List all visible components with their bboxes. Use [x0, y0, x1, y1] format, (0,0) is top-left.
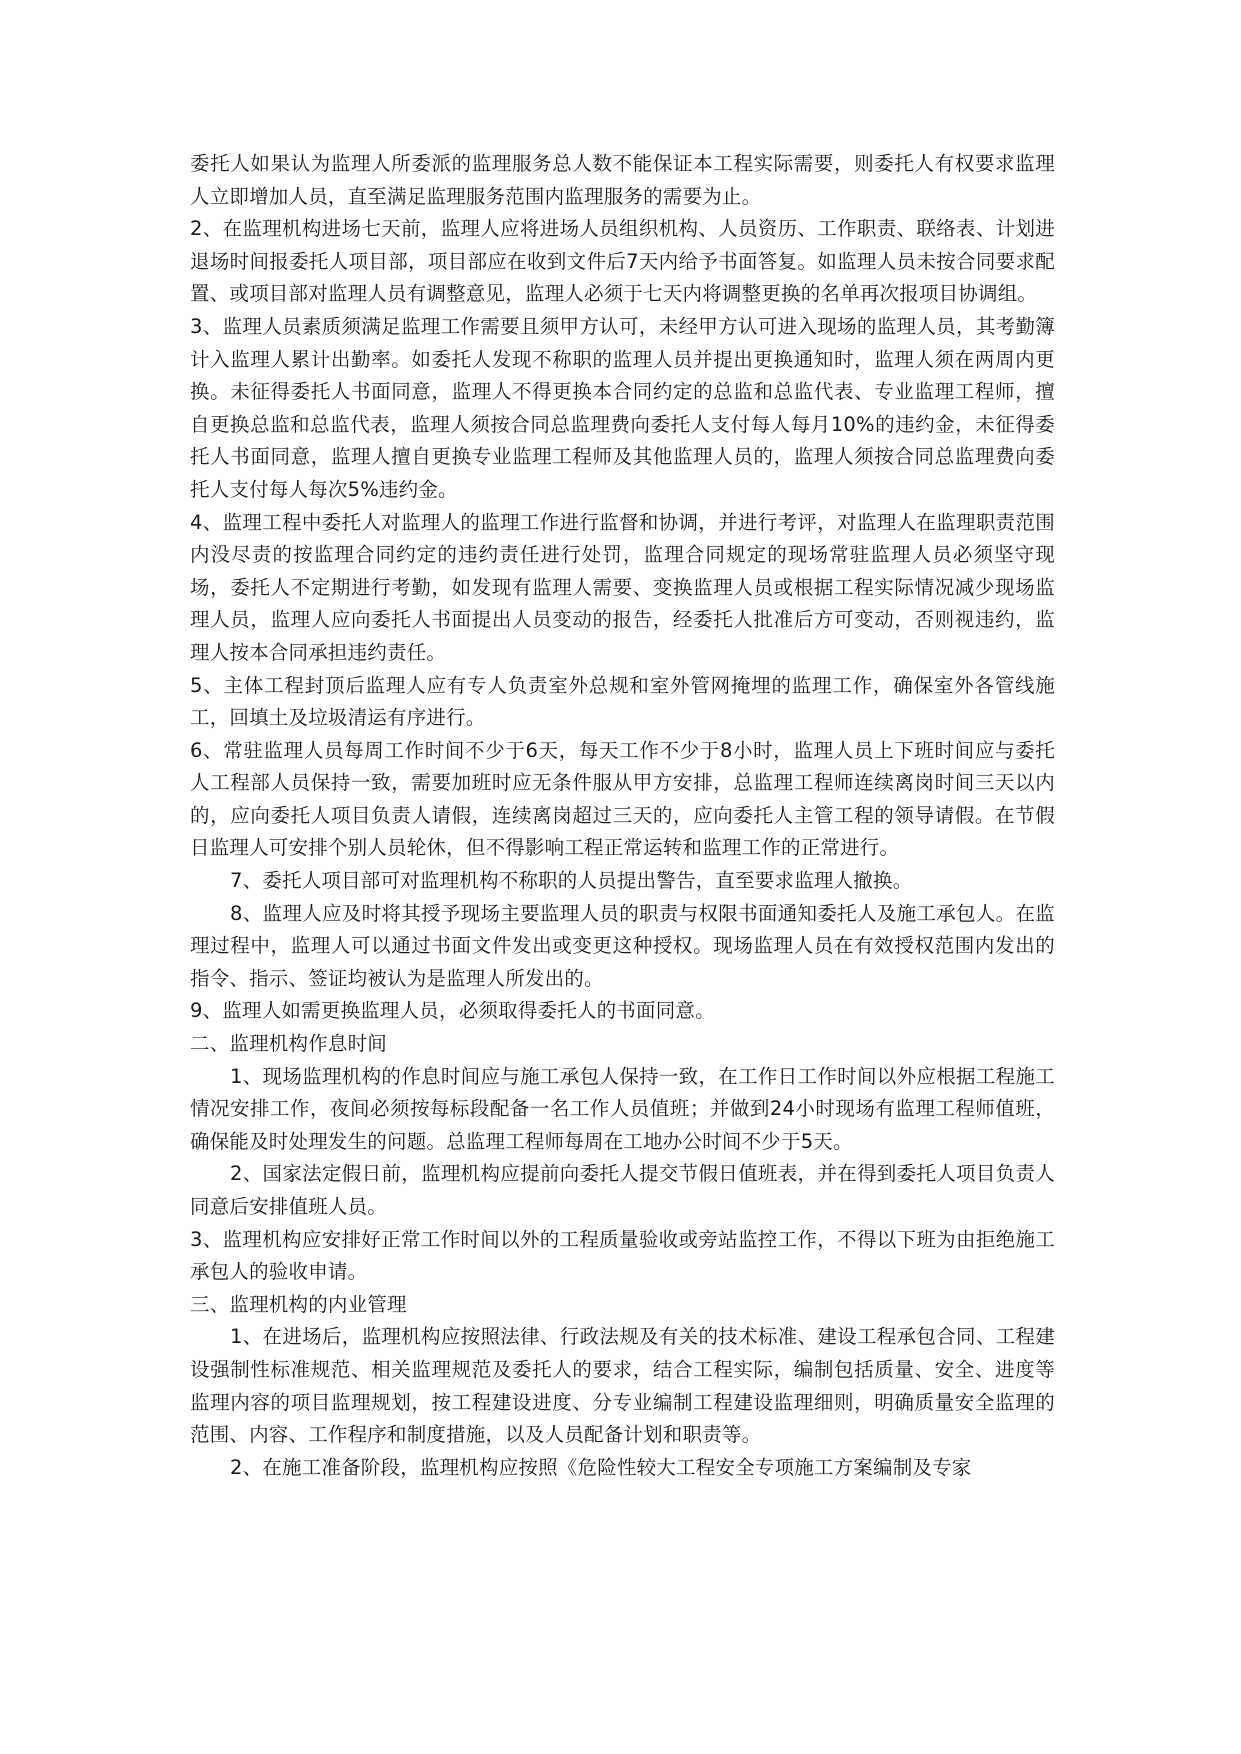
paragraph-9: 9、监理人如需更换监理人员，必须取得委托人的书面同意。 — [190, 999, 715, 1023]
paragraph-13: 1、在进场后，监理机构应按照法律、行政法规及有关的技术标准、建设工程承包合同、工程建设强制性标准规范、相关监理规范及委托人的要求，结合工程实际，编制包括质量、安全、进度等监理内容的项目监理规划，按工程建设进度、分专业编制工程建设监理细则，明确质量安全监理的范围、内容、工作程序和制度措施，以及人员配备计划和职责等。 — [190, 1325, 1055, 1447]
section-heading-2: 二、监理机构作息时间 — [190, 1032, 388, 1056]
paragraph-6: 6、常驻监理人员每周工作时间不少于6天，每天工作不少于8小时，监理人员上下班时间应与委托人工程部人员保持一致，需要加班时应无条件服从甲方安排，总监理工程师连续离岗时间三天以内的，应向委托人项目负责人请假，连续离岗超过三天的，应向委托人主管工程的领导请假。在节假日监理人可安排个别人员轮休，但不得影响工程正常运转和监理工作的正常进行。 — [190, 738, 1055, 860]
section-heading-3: 三、监理机构的内业管理 — [190, 1292, 407, 1316]
paragraph-7: 7、委托人项目部可对监理机构不称职的人员提出警告，直至要求监理人撤换。 — [230, 869, 913, 893]
paragraph-12: 3、监理机构应安排好正常工作时间以外的工程质量验收或旁站监控工作，不得以下班为由拒绝施工承包人的验收申请。 — [190, 1227, 1055, 1284]
paragraph-14: 2、在施工准备阶段，监理机构应按照《危险性较大工程安全专项施工方案编制及专家 — [230, 1455, 972, 1479]
document-body — [190, 148, 1055, 1484]
paragraph-2: 2、在监理机构进场七天前，监理人应将进场人员组织机构、人员资历、工作职责、联络表、计划进退场时间报委托人项目部，项目部应在收到文件后7天内给予书面答复。如监理人员未按合同要求配置、或项目部对监理人员有调整意见，监理人必须于七天内将调整更换的名单再次报项目协调组。 — [190, 217, 1055, 306]
paragraph-3: 3、监理人员素质须满足监理工作需要且须甲方认可，未经甲方认可进入现场的监理人员，其考勤簿计入监理人累计出勤率。如委托人发现不称职的监理人员并提出更换通知时，监理人须在两周内更换。未征得委托人书面同意，监理人不得更换本合同约定的总监和总监代表、专业监理工程师，擅自更换总监和总监代表，监理人须按合同总监理费向委托人支付每人每月10%的违约金，未征得委托人书面同意，监理人擅自更换专业监理工程师及其他监理人员的，监理人须按合同总监理费向委托人支付每人每次5%违约金。 — [190, 314, 1055, 501]
paragraph-10: 1、现场监理机构的作息时间应与施工承包人保持一致，在工作日工作时间以外应根据工程施工情况安排工作，夜间必须按每标段配备一名工作人员值班；并做到24小时现场有监理工程师值班，确保能及时处理发生的问题。总监理工程师每周在工地办公时间不少于5天。 — [190, 1064, 1055, 1153]
paragraph-11: 2、国家法定假日前，监理机构应提前向委托人提交节假日值班表，并在得到委托人项目负责人同意后安排值班人员。 — [190, 1162, 1055, 1218]
paragraph-8: 8、监理人应及时将其授予现场主要监理人员的职责与权限书面通知委托人及施工承包人。在监理过程中，监理人可以通过书面文件发出或变更这种授权。现场监理人员在有效授权范围内发出的指令、指示、签证均被认为是监理人所发出的。 — [190, 901, 1055, 990]
paragraph-4: 4、监理工程中委托人对监理人的监理工作进行监督和协调，并进行考评，对监理人在监理职责范围内没尽责的按监理合同约定的违约责任进行处罚，监理合同规定的现场常驻监理人员必须坚守现场，委托人不定期进行考勤，如发现有监理人需要、变换监理人员或根据工程实际情况减少现场监理人员，监理人应向委托人书面提出人员变动的报告，经委托人批准后方可变动，否则视违约，监理人按本合同承担违约责任。 — [190, 510, 1055, 664]
paragraph-5: 5、主体工程封顶后监理人应有专人负责室外总规和室外管网掩埋的监理工作，确保室外各管线施工，回填土及垃圾清运有序进行。 — [190, 673, 1055, 730]
paragraph-1: 委托人如果认为监理人所委派的监理服务总人数不能保证本工程实际需要，则委托人有权要求监理人立即增加人员，直至满足监理服务范围内监理服务的需要为止。 — [190, 152, 1055, 208]
